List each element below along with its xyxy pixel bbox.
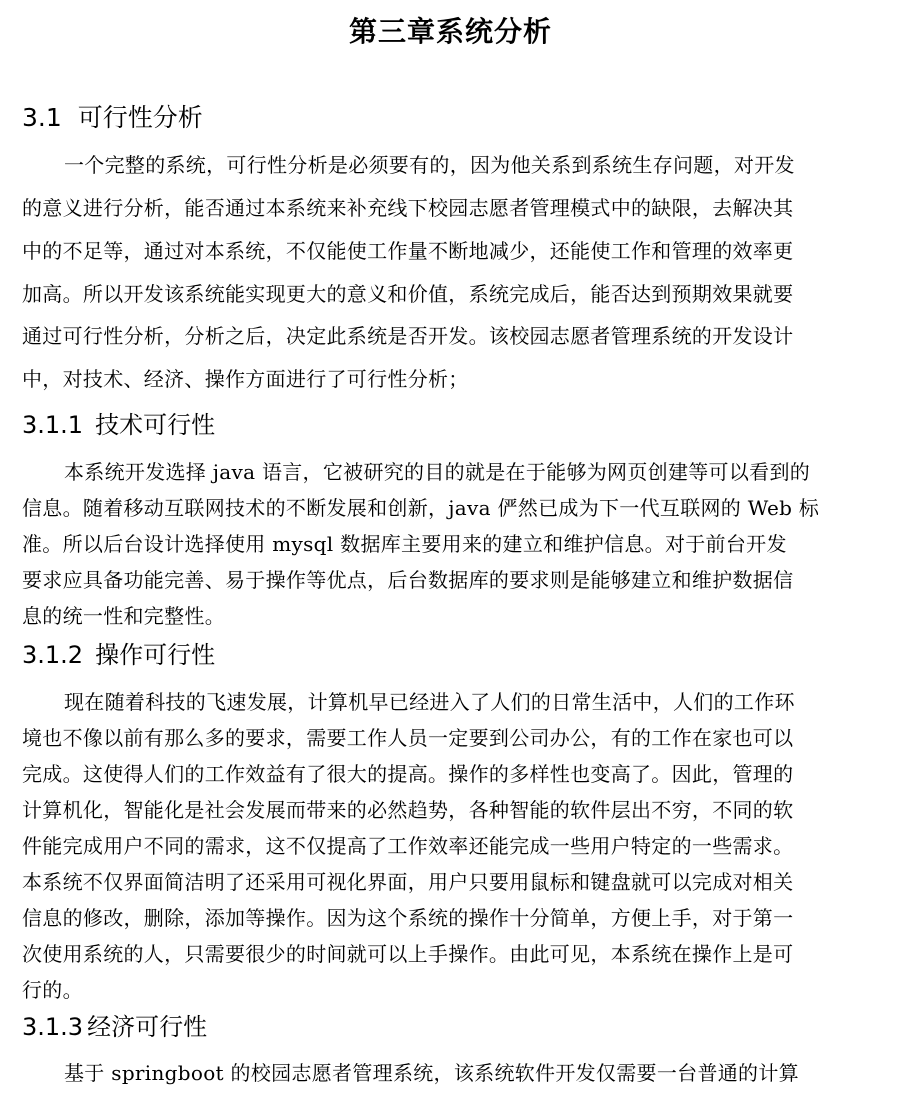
text-line: 准。所以后台设计选择使用 mysql 数据库主要用来的建立和维护信息。对于前台开发 (22, 532, 787, 556)
text-line: 息的统一性和完整性。 (22, 604, 225, 628)
section-title: 可行性分析 (77, 103, 203, 132)
text-line: 信息的修改，删除，添加等操作。因为这个系统的操作十分简单，方便上手，对于第一 (22, 906, 794, 930)
section-number: 3.1 (22, 103, 62, 132)
text-line: 件能完成用户不同的需求，这不仅提高了工作效率还能完成一些用户特定的一些需求。 (22, 834, 794, 858)
section-number: 3.1.3 (22, 1013, 84, 1041)
text-line: 本系统开发选择 java 语言，它被研究的目的就是在于能够为网页创建等可以看到的 (64, 460, 811, 484)
section-heading-3-1 (22, 98, 203, 138)
text-line: 基于 springboot 的校园志愿者管理系统，该系统软件开发仅需要一台普通的计算 (64, 1061, 799, 1085)
section-heading-3-1-3 (22, 1008, 207, 1046)
text-line: 现在随着科技的飞速发展，计算机早已经进入了人们的日常生活中，人们的工作环 (64, 690, 795, 714)
section-title: 操作可行性 (95, 641, 216, 669)
text-line: 完成。这使得人们的工作效益有了很大的提高。操作的多样性也变高了。因此，管理的 (22, 762, 794, 786)
section-heading-3-1-2 (22, 636, 215, 674)
section-number: 3.1.1 (22, 411, 84, 439)
text-line: 一个完整的系统，可行性分析是必须要有的，因为他关系到系统生存问题，对开发 (64, 153, 795, 177)
text-line: 境也不像以前有那么多的要求，需要工作人员一定要到公司办公，有的工作在家也可以 (22, 726, 794, 750)
text-line: 行的。 (22, 978, 83, 1002)
section-title: 技术可行性 (95, 411, 216, 439)
text-line: 加高。所以开发该系统能实现更大的意义和价值，系统完成后，能否达到预期效果就要 (22, 282, 794, 306)
text-line: 次使用系统的人，只需要很少的时间就可以上手操作。由此可见，本系统在操作上是可 (22, 942, 794, 966)
text-line: 的意义进行分析，能否通过本系统来补充线下校园志愿者管理模式中的缺限，去解决其 (22, 196, 794, 220)
section-heading-3-1-1 (22, 406, 215, 444)
section-number: 3.1.2 (22, 641, 84, 669)
text-line: 信息。随着移动互联网技术的不断发展和创新，java 俨然已成为下一代互联网的 Web 标 (22, 496, 820, 520)
section-title: 经济可行性 (87, 1013, 208, 1041)
text-line: 要求应具备功能完善、易于操作等优点，后台数据库的要求则是能够建立和维护数据信 (22, 568, 794, 592)
chapter-title: 第三章系统分析 (348, 15, 552, 48)
text-line: 本系统不仅界面简洁明了还采用可视化界面，用户只要用鼠标和键盘就可以完成对相关 (22, 870, 794, 894)
text-line: 计算机化，智能化是社会发展而带来的必然趋势，各种智能的软件层出不穷，不同的软 (22, 798, 794, 822)
text-line: 通过可行性分析，分析之后，决定此系统是否开发。该校园志愿者管理系统的开发设计 (22, 324, 794, 348)
text-line: 中，对技术、经济、操作方面进行了可行性分析； (22, 367, 469, 391)
text-line: 中的不足等，通过对本系统，不仅能使工作量不断地减少，还能使工作和管理的效率更 (22, 239, 794, 263)
